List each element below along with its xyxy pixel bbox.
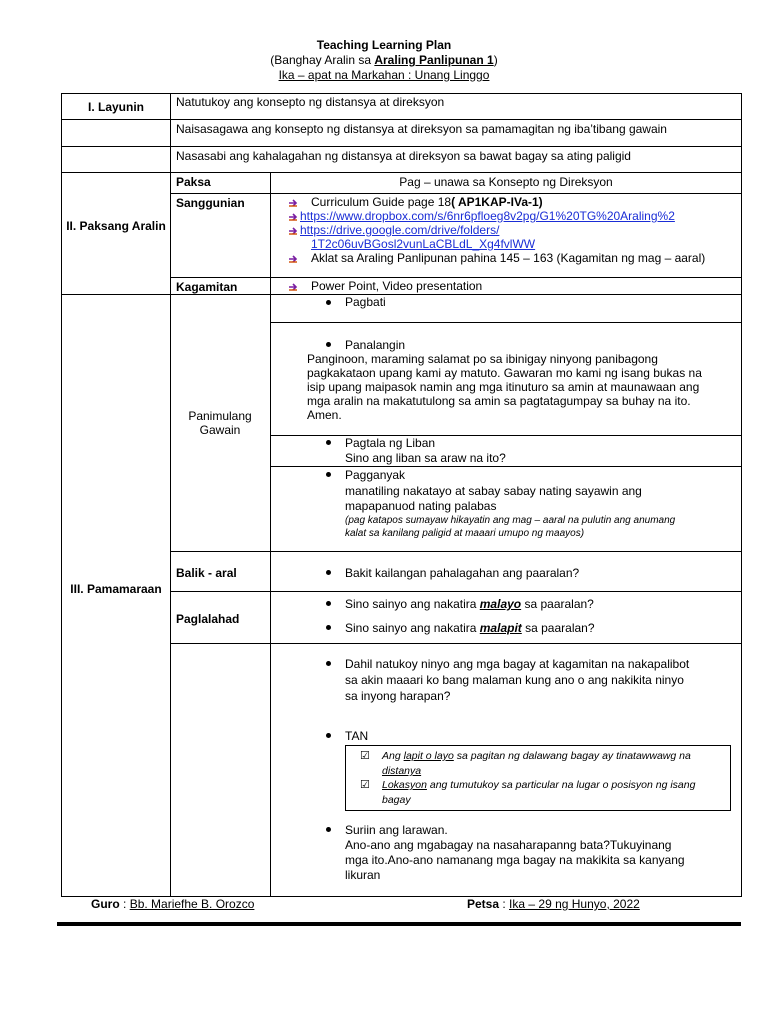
- pagganyak-note-2: kalat sa kanilang paligid at maaari umupo ng maayos): [345, 528, 585, 539]
- layunin-item-3: Nasasabi ang kahalagahan ng distansya at direksyon sa bawat bagay sa ating paligid: [176, 149, 631, 163]
- q1-post: sa paaralan?: [521, 597, 594, 611]
- bullet-dot: [326, 440, 331, 445]
- petsa-label: Petsa: [467, 897, 500, 911]
- bullet-dot: [326, 472, 331, 477]
- panimulang-gawain-label: Panimulang Gawain: [188, 409, 252, 437]
- dropbox-link[interactable]: https://www.dropbox.com/s/6nr6pfloeg8v2pg/G1%20TG%20Araling%2: [300, 209, 675, 223]
- bullet-dot: [326, 625, 331, 630]
- q2-keyword: malapit: [479, 621, 522, 635]
- table-border-top: [61, 93, 742, 94]
- col-divider-1b: [170, 172, 171, 897]
- tan2-term: Lokasyon: [382, 779, 427, 791]
- subtitle-post: ): [493, 53, 498, 67]
- row-line: [322, 466, 742, 467]
- document-title: Teaching Learning Plan: [316, 38, 452, 52]
- tan1-a: Ang: [382, 750, 404, 762]
- row-line: [61, 146, 742, 147]
- prayer-line-2: pagkakataon upang kami ay matuto. Gawaran mo kami ng isang bukas na: [307, 366, 702, 380]
- cg-text: Curriculum Guide page 18: [311, 195, 452, 209]
- sanggunian-label: Sanggunian: [176, 196, 245, 210]
- layunin-item-2: Naisasagawa ang konsepto ng distansya at direksyon sa pamamagitan ng iba’tibang gawain: [176, 122, 667, 136]
- layunin-label: I. Layunin: [87, 100, 144, 114]
- drive-link[interactable]: https://drive.google.com/drive/folders/: [300, 223, 500, 237]
- kagamitan-value: Power Point, Video presentation: [311, 279, 483, 293]
- pagganyak: Pagganyak: [345, 468, 406, 482]
- tan1-c: sa pagitan ng dalawang bagay ay tinatawwawg na: [453, 750, 691, 762]
- bullet-dot: [326, 733, 331, 738]
- checkbox-checked-icon: ☑: [360, 779, 370, 791]
- dahil-line-1: Dahil natukoy ninyo ang mga bagay at kagamitan na nakapalibot: [345, 657, 690, 671]
- tan2-b: ang tumutukoy sa particular na lugar o posisyon ng isang: [426, 779, 696, 791]
- subtitle-pre: (Banghay Aralin sa: [270, 53, 375, 67]
- table-border-right: [741, 93, 742, 897]
- suriin-line-2: mga ito.Ano-ano namanang mga bagay na makikita sa kanyang: [345, 853, 685, 867]
- pagtala-question: Sino ang liban sa araw na ito?: [345, 451, 506, 465]
- suriin-line-1: Ano-ano ang mgabagay na nasaharapanng bata?Tukuyinang: [345, 838, 672, 852]
- pagganyak-note-1: (pag katapos sumayaw hikayatin ang mag – aaral na pulutin ang anumang: [345, 515, 676, 526]
- pamamaraan-label: III. Pamamaraan: [70, 582, 162, 596]
- row-line: [170, 277, 742, 278]
- suriin-line-3: likuran: [345, 868, 381, 882]
- panalangin: Panalangin: [345, 338, 406, 352]
- prayer-line-5: Amen.: [307, 408, 342, 422]
- row-line: [61, 294, 742, 295]
- paglalahad-q1: [345, 597, 594, 611]
- arrow-bullet-icon: [288, 198, 298, 208]
- tan-label: TAN: [345, 729, 369, 743]
- row-line: [270, 322, 742, 323]
- suriin-label: Suriin ang larawan.: [345, 823, 448, 837]
- document-subtitle: [0, 53, 768, 67]
- bullet-dot: [326, 570, 331, 575]
- arrow-bullet-icon: [288, 212, 298, 222]
- quarter-line: Ika – apat na Markahan : Unang Linggo: [278, 68, 490, 82]
- prayer-line-3: isip upang maipasok namin ang mga itinuturo sa amin at maunawaan ang: [307, 380, 700, 394]
- arrow-bullet-icon: [288, 226, 298, 236]
- pagganyak-line-2: mapapanuod nating palabas: [345, 499, 497, 513]
- q2-pre: Sino sainyo ang nakatira: [345, 621, 480, 635]
- prayer-line-1: Panginoon, maraming salamat po sa ibinigay ninyong panibagong: [307, 352, 658, 366]
- dahil-line-3: sa inyong harapan?: [345, 689, 451, 703]
- tan-item-2: [382, 779, 695, 792]
- col-divider-2: [270, 172, 271, 897]
- prayer-line-4: mga aralin na makatutulong sa amin sa pagtatagumpay sa buhay na ito.: [307, 394, 691, 408]
- kagamitan-label: Kagamitan: [176, 280, 238, 294]
- cg-code: ( AP1KAP-IVa-1): [451, 195, 543, 209]
- balik-aral-label: Balik - aral: [176, 566, 237, 580]
- bullet-dot: [326, 601, 331, 606]
- footer-rule: [57, 922, 741, 926]
- guro-sep: :: [119, 897, 130, 911]
- bullet-dot: [326, 827, 331, 832]
- petsa-value: Ika – 29 ng Hunyo, 2022: [509, 897, 640, 911]
- drive-link-cont[interactable]: 1T2c06uvBGosl2vunLaCBLdL_Xg4fvlWW: [311, 237, 536, 251]
- paksa-value: Pag – unawa sa Konsepto ng Direksyon: [399, 175, 613, 189]
- pagbati: Pagbati: [345, 295, 386, 309]
- arrow-bullet-icon: [288, 282, 298, 292]
- dahil-line-2: sa akin maaari ko bang malaman kung ano o ang nakikita ninyo: [345, 673, 684, 687]
- row-line: [61, 119, 742, 120]
- row-line: [170, 193, 742, 194]
- bullet-dot: [326, 661, 331, 666]
- pagganyak-line-1: manatiling nakatayo at sabay sabay nating sayawin ang: [345, 484, 642, 498]
- pagtala: Pagtala ng Liban: [345, 436, 436, 450]
- paglalahad-q2: [345, 621, 595, 635]
- petsa-sep: :: [499, 897, 510, 911]
- tan1-d: distanya: [382, 765, 422, 777]
- q2-post: sa paaralan?: [521, 621, 595, 635]
- q1-pre: Sino sainyo ang nakatira: [345, 597, 480, 611]
- row-line: [61, 172, 742, 173]
- paglalahad-label: Paglalahad: [176, 612, 240, 626]
- tan1-term: lapit o layo: [403, 750, 454, 762]
- petsa-field: [467, 897, 640, 911]
- table-border-left: [61, 93, 62, 897]
- paksa-label: Paksa: [176, 175, 211, 189]
- bullet-dot: [326, 342, 331, 347]
- guro-field: [91, 897, 254, 911]
- row-line-partial: [270, 466, 322, 467]
- paksang-aralin-label: II. Paksang Aralin: [66, 219, 166, 233]
- guro-label: Guro: [91, 897, 120, 911]
- bullet-dot: [326, 300, 331, 305]
- layunin-item-1: Natutukoy ang konsepto ng distansya at direksyon: [176, 95, 445, 109]
- row-line: [170, 643, 742, 644]
- row-line: [170, 591, 742, 592]
- curriculum-guide: [311, 195, 543, 209]
- arrow-bullet-icon: [288, 254, 298, 264]
- tan-item-1: [382, 750, 691, 763]
- tan2-c: bagay: [382, 794, 411, 806]
- aklat-ref: Aklat sa Araling Panlipunan pahina 145 – 163 (Kagamitan ng mag – aaral): [311, 251, 706, 265]
- subject-name: Araling Panlipunan 1: [374, 53, 494, 67]
- row-line: [270, 435, 742, 436]
- guro-name: Bb. Mariefhe B. Orozco: [129, 897, 255, 911]
- q1-keyword: malayo: [479, 597, 522, 611]
- row-line: [170, 551, 742, 552]
- checkbox-checked-icon: ☑: [360, 750, 370, 762]
- balik-aral-question: Bakit kailangan pahalagahan ang paaralan?: [345, 566, 580, 580]
